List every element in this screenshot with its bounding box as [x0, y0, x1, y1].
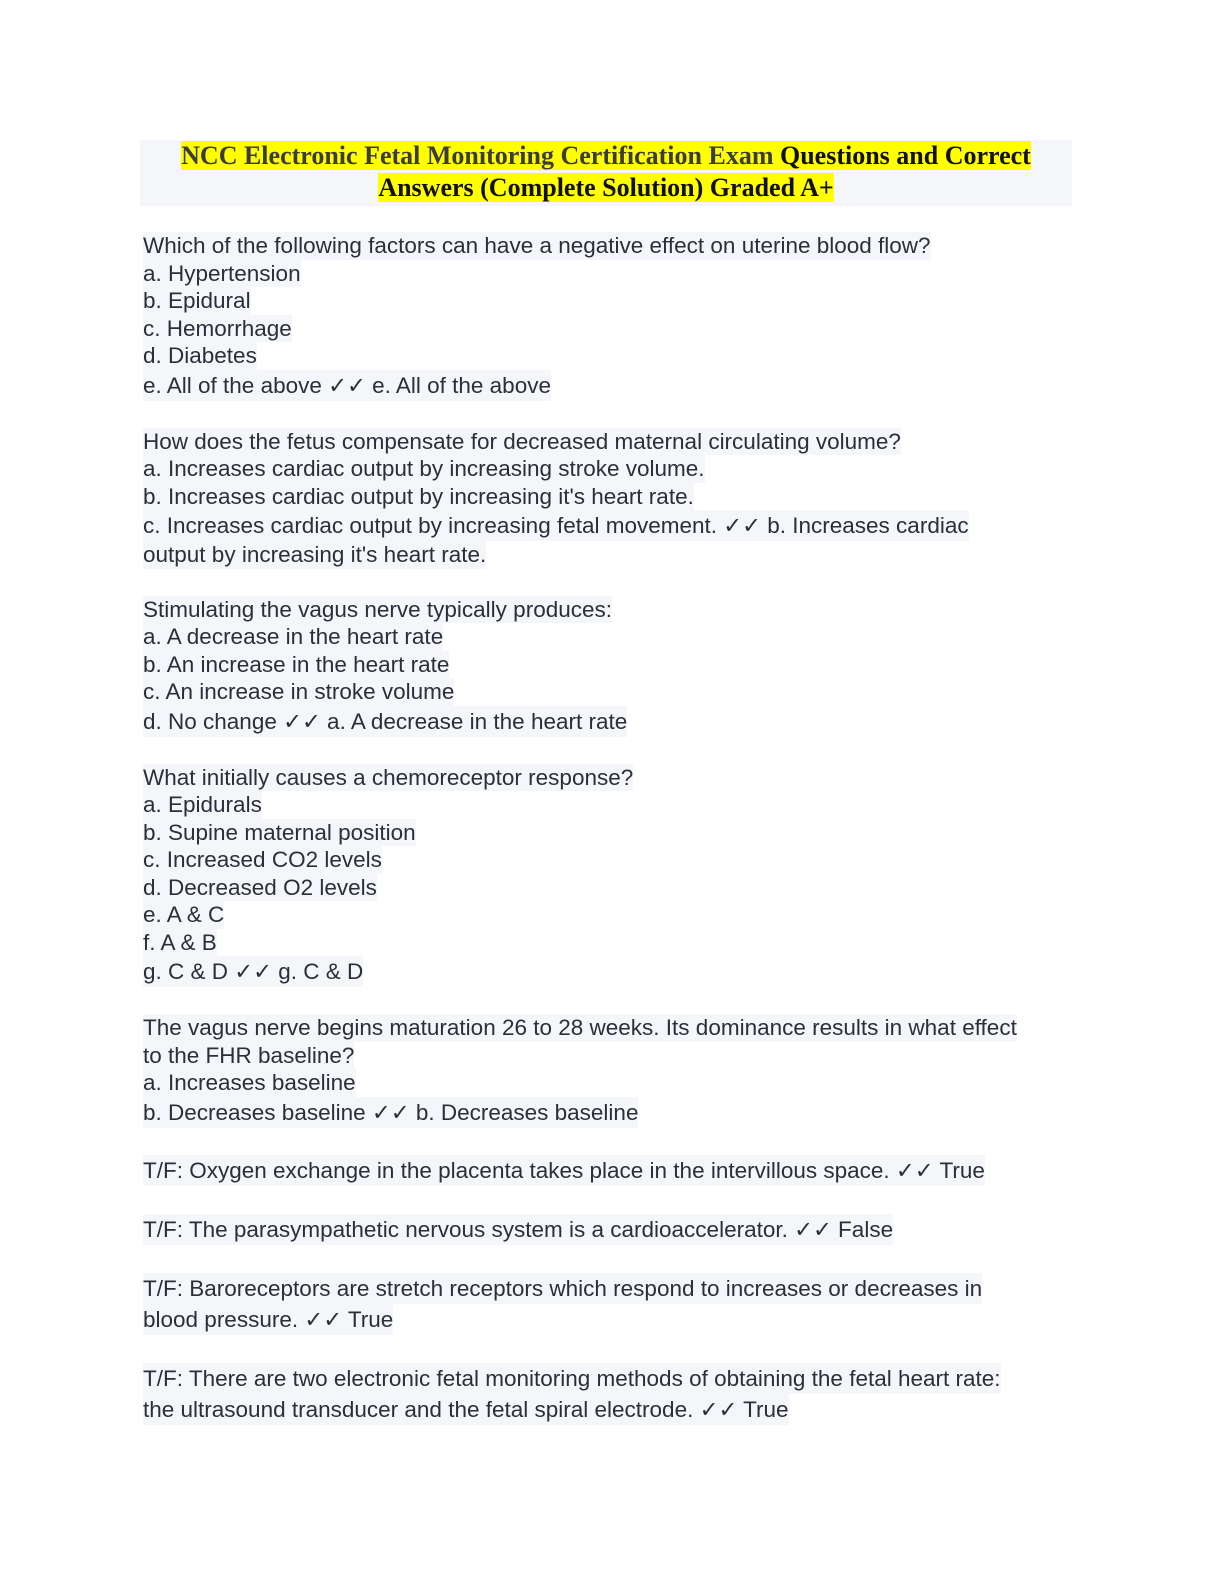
answer-with-solution: d. No change ✓✓ a. A decrease in the heart rate: [143, 706, 627, 737]
answer-option: f. A & B: [143, 929, 217, 955]
true-false-statement: T/F: There are two electronic fetal monitoring methods of obtaining the fetal heart rate:: [143, 1363, 1001, 1394]
answer-with-solution: c. Increases cardiac output by increasing fetal movement. ✓✓ b. Increases cardiac: [143, 510, 969, 541]
answer-with-solution-continued: output by increasing it's heart rate.: [143, 542, 487, 567]
question-prompt: Which of the following factors can have a negative effect on uterine blood flow?: [143, 233, 931, 258]
answer-option: e. A & C: [143, 902, 225, 927]
title-subtitle-start: Questions and Correct: [779, 141, 1031, 170]
answer-option: b. Increases cardiac output by increasing it's heart rate.: [143, 483, 694, 509]
answer-option: a. Increases baseline: [143, 1070, 356, 1095]
question-block: [143, 596, 1078, 737]
title-line-1: [140, 140, 1072, 172]
question-prompt-continued: to the FHR baseline?: [143, 1042, 355, 1068]
answer-option: b. Supine maternal position: [143, 819, 416, 845]
answer-with-solution: e. All of the above ✓✓ e. All of the above: [143, 370, 551, 401]
question-block: [143, 232, 1078, 401]
answer-option: a. Increases cardiac output by increasing stroke volume.: [143, 456, 705, 481]
question-prompt: What initially causes a chemoreceptor response?: [143, 764, 634, 790]
true-false-item: [143, 1214, 1078, 1245]
answer-option: d. Diabetes: [143, 343, 257, 368]
true-false-statement: T/F: Baroreceptors are stretch receptors which respond to increases or decreases in: [143, 1273, 982, 1304]
question-prompt: Stimulating the vagus nerve typically produces:: [143, 596, 612, 622]
question-list: [143, 232, 1078, 1453]
question-block: [143, 1014, 1078, 1128]
true-false-item: [143, 1363, 1078, 1425]
true-false-item: [143, 1273, 1078, 1335]
answer-option: a. Hypertension: [143, 260, 301, 286]
answer-option: b. An increase in the heart rate: [143, 651, 450, 677]
answer-option: c. Hemorrhage: [143, 315, 292, 341]
answer-option: a. Epidurals: [143, 792, 262, 817]
title-exam-name: NCC Electronic Fetal Monitoring Certification Exam: [181, 141, 774, 170]
answer-with-solution: b. Decreases baseline ✓✓ b. Decreases baseline: [143, 1097, 638, 1128]
true-false-statement-continued: the ultrasound transducer and the fetal spiral electrode. ✓✓ True: [143, 1394, 789, 1425]
question-block: [143, 428, 1078, 569]
title-subtitle-end: Answers (Complete Solution) Graded A+: [378, 173, 834, 202]
true-false-statement: T/F: The parasympathetic nervous system is a cardioaccelerator. ✓✓ False: [143, 1214, 893, 1245]
answer-option: c. An increase in stroke volume: [143, 679, 455, 704]
answer-option: d. Decreased O2 levels: [143, 874, 377, 900]
question-prompt: How does the fetus compensate for decreased maternal circulating volume?: [143, 428, 901, 454]
answer-option: a. A decrease in the heart rate: [143, 624, 444, 649]
title-line-2: [140, 172, 1072, 204]
answer-option: c. Increased CO2 levels: [143, 847, 382, 872]
true-false-statement-continued: blood pressure. ✓✓ True: [143, 1304, 393, 1335]
question-prompt: The vagus nerve begins maturation 26 to 28 weeks. Its dominance results in what effect: [143, 1015, 1017, 1040]
answer-option: b. Epidural: [143, 288, 251, 313]
true-false-item: [143, 1155, 1078, 1186]
document-title: [140, 140, 1072, 206]
answer-with-solution: g. C & D ✓✓ g. C & D: [143, 956, 363, 987]
question-block: [143, 764, 1078, 988]
true-false-statement: T/F: Oxygen exchange in the placenta takes place in the intervillous space. ✓✓ True: [143, 1155, 985, 1186]
